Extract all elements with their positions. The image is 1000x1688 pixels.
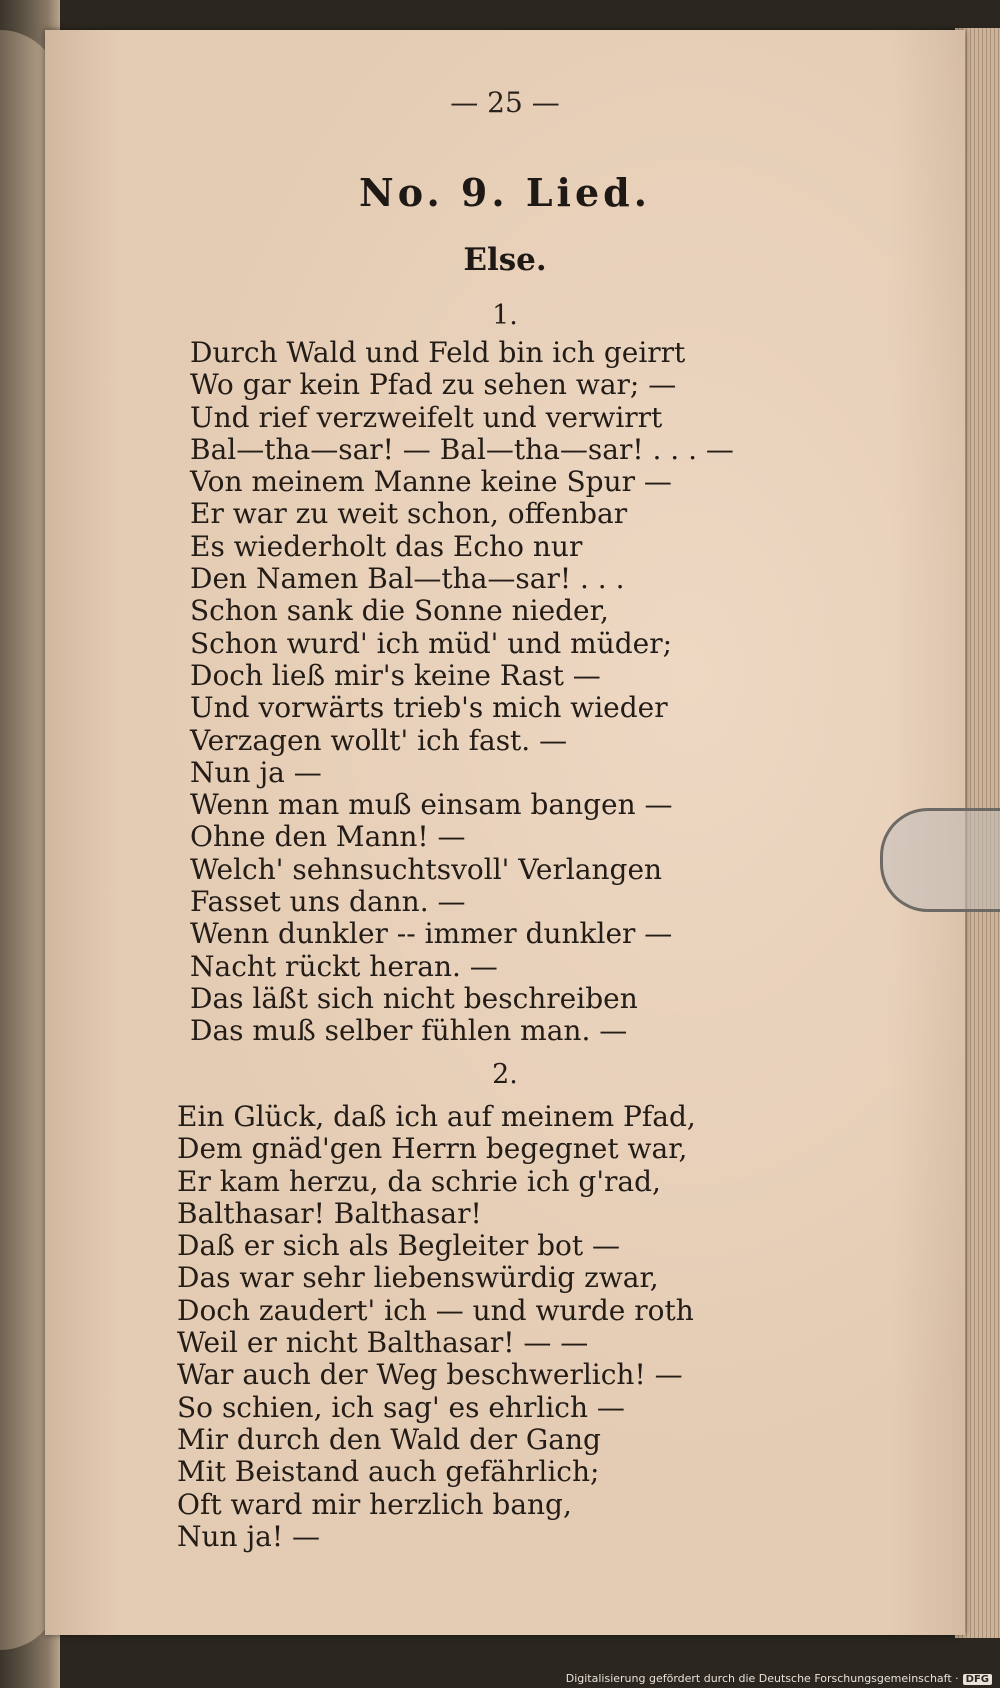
verse-line: Doch zaudert' ich — und wurde roth — [177, 1293, 694, 1327]
page-number: — 25 — — [450, 86, 560, 119]
verse-line: Er kam herzu, da schrie ich g'rad, — [177, 1164, 661, 1198]
verse-line: Wenn dunkler -- immer dunkler — — [190, 917, 673, 951]
verse-line: Welch' sehnsuchtsvoll' Verlangen — [190, 852, 663, 886]
song-heading: No. 9. Lied. — [359, 170, 651, 215]
digitization-credit — [566, 1672, 992, 1685]
verse-line: Fasset uns dann. — — [190, 885, 466, 919]
verse-line: Schon wurd' ich müd' und müder; — [190, 626, 673, 660]
verse-line: Es wiederholt das Echo nur — [190, 529, 583, 563]
verse-line: Und rief verzweifelt und verwirrt — [190, 400, 663, 434]
verse-line: Wo gar kein Pfad zu sehen war; — — [190, 368, 677, 402]
verse-line: Das war sehr liebenswürdig zwar, — [177, 1261, 659, 1295]
verse-line: Doch ließ mir's keine Rast — — [190, 658, 601, 692]
paper-clip — [880, 808, 1000, 912]
verse-line: War auch der Weg beschwerlich! — — [177, 1358, 683, 1392]
verse-line: Daß er sich als Begleiter bot — — [177, 1229, 621, 1263]
verse-line: Das muß selber fühlen man. — — [190, 1014, 628, 1048]
dfg-logo: DFG — [963, 1674, 992, 1685]
stanza-number: 2. — [492, 1059, 518, 1090]
verse-line: Weil er nicht Balthasar! — — — [177, 1326, 589, 1360]
verse-line: So schien, ich sag' es ehrlich — — [177, 1390, 625, 1424]
song-character: Else. — [463, 242, 547, 278]
credit-text: Digitalisierung gefördert durch die Deutsche Forschungsgemeinschaft · — [565, 1672, 959, 1685]
verse-line: Schon sank die Sonne nieder, — [190, 594, 609, 628]
verse-line: Ein Glück, daß ich auf meinem Pfad, — [177, 1100, 696, 1133]
verse-line: Verzagen wollt' ich fast. — — [190, 723, 568, 757]
stanza-1-verse — [190, 337, 734, 1048]
verse-line: Durch Wald und Feld bin ich geirrt — [190, 336, 686, 369]
verse-line: Den Namen Bal—tha—sar! . . . — [190, 562, 625, 596]
verse-line: Ohne den Mann! — — [190, 820, 466, 854]
verse-line: Dem gnäd'gen Herrn begegnet war, — [177, 1132, 688, 1166]
verse-line: Oft ward mir herzlich bang, — [177, 1487, 572, 1521]
verse-line: Nun ja! — — [177, 1519, 320, 1553]
verse-line: Bal—tha—sar! — Bal—tha—sar! . . . — — [190, 432, 734, 466]
verse-line: Nun ja — — [190, 755, 322, 789]
verse-line: Nacht rückt heran. — — [190, 949, 498, 983]
verse-line: Mit Beistand auch gefährlich; — [177, 1455, 600, 1489]
verse-line: Und vorwärts trieb's mich wieder — [190, 691, 668, 725]
stanza-2-verse — [177, 1101, 696, 1553]
verse-line: Balthasar! Balthasar! — [177, 1196, 482, 1230]
verse-line: Mir durch den Wald der Gang — [177, 1422, 601, 1456]
verse-line: Das läßt sich nicht beschreiben — [190, 981, 638, 1015]
verse-line: Von meinem Manne keine Spur — — [190, 465, 672, 499]
stanza-number: 1. — [492, 300, 518, 331]
book-page — [45, 30, 965, 1635]
verse-line: Wenn man muß einsam bangen — — [190, 788, 673, 822]
verse-line: Er war zu weit schon, offenbar — [190, 497, 628, 531]
